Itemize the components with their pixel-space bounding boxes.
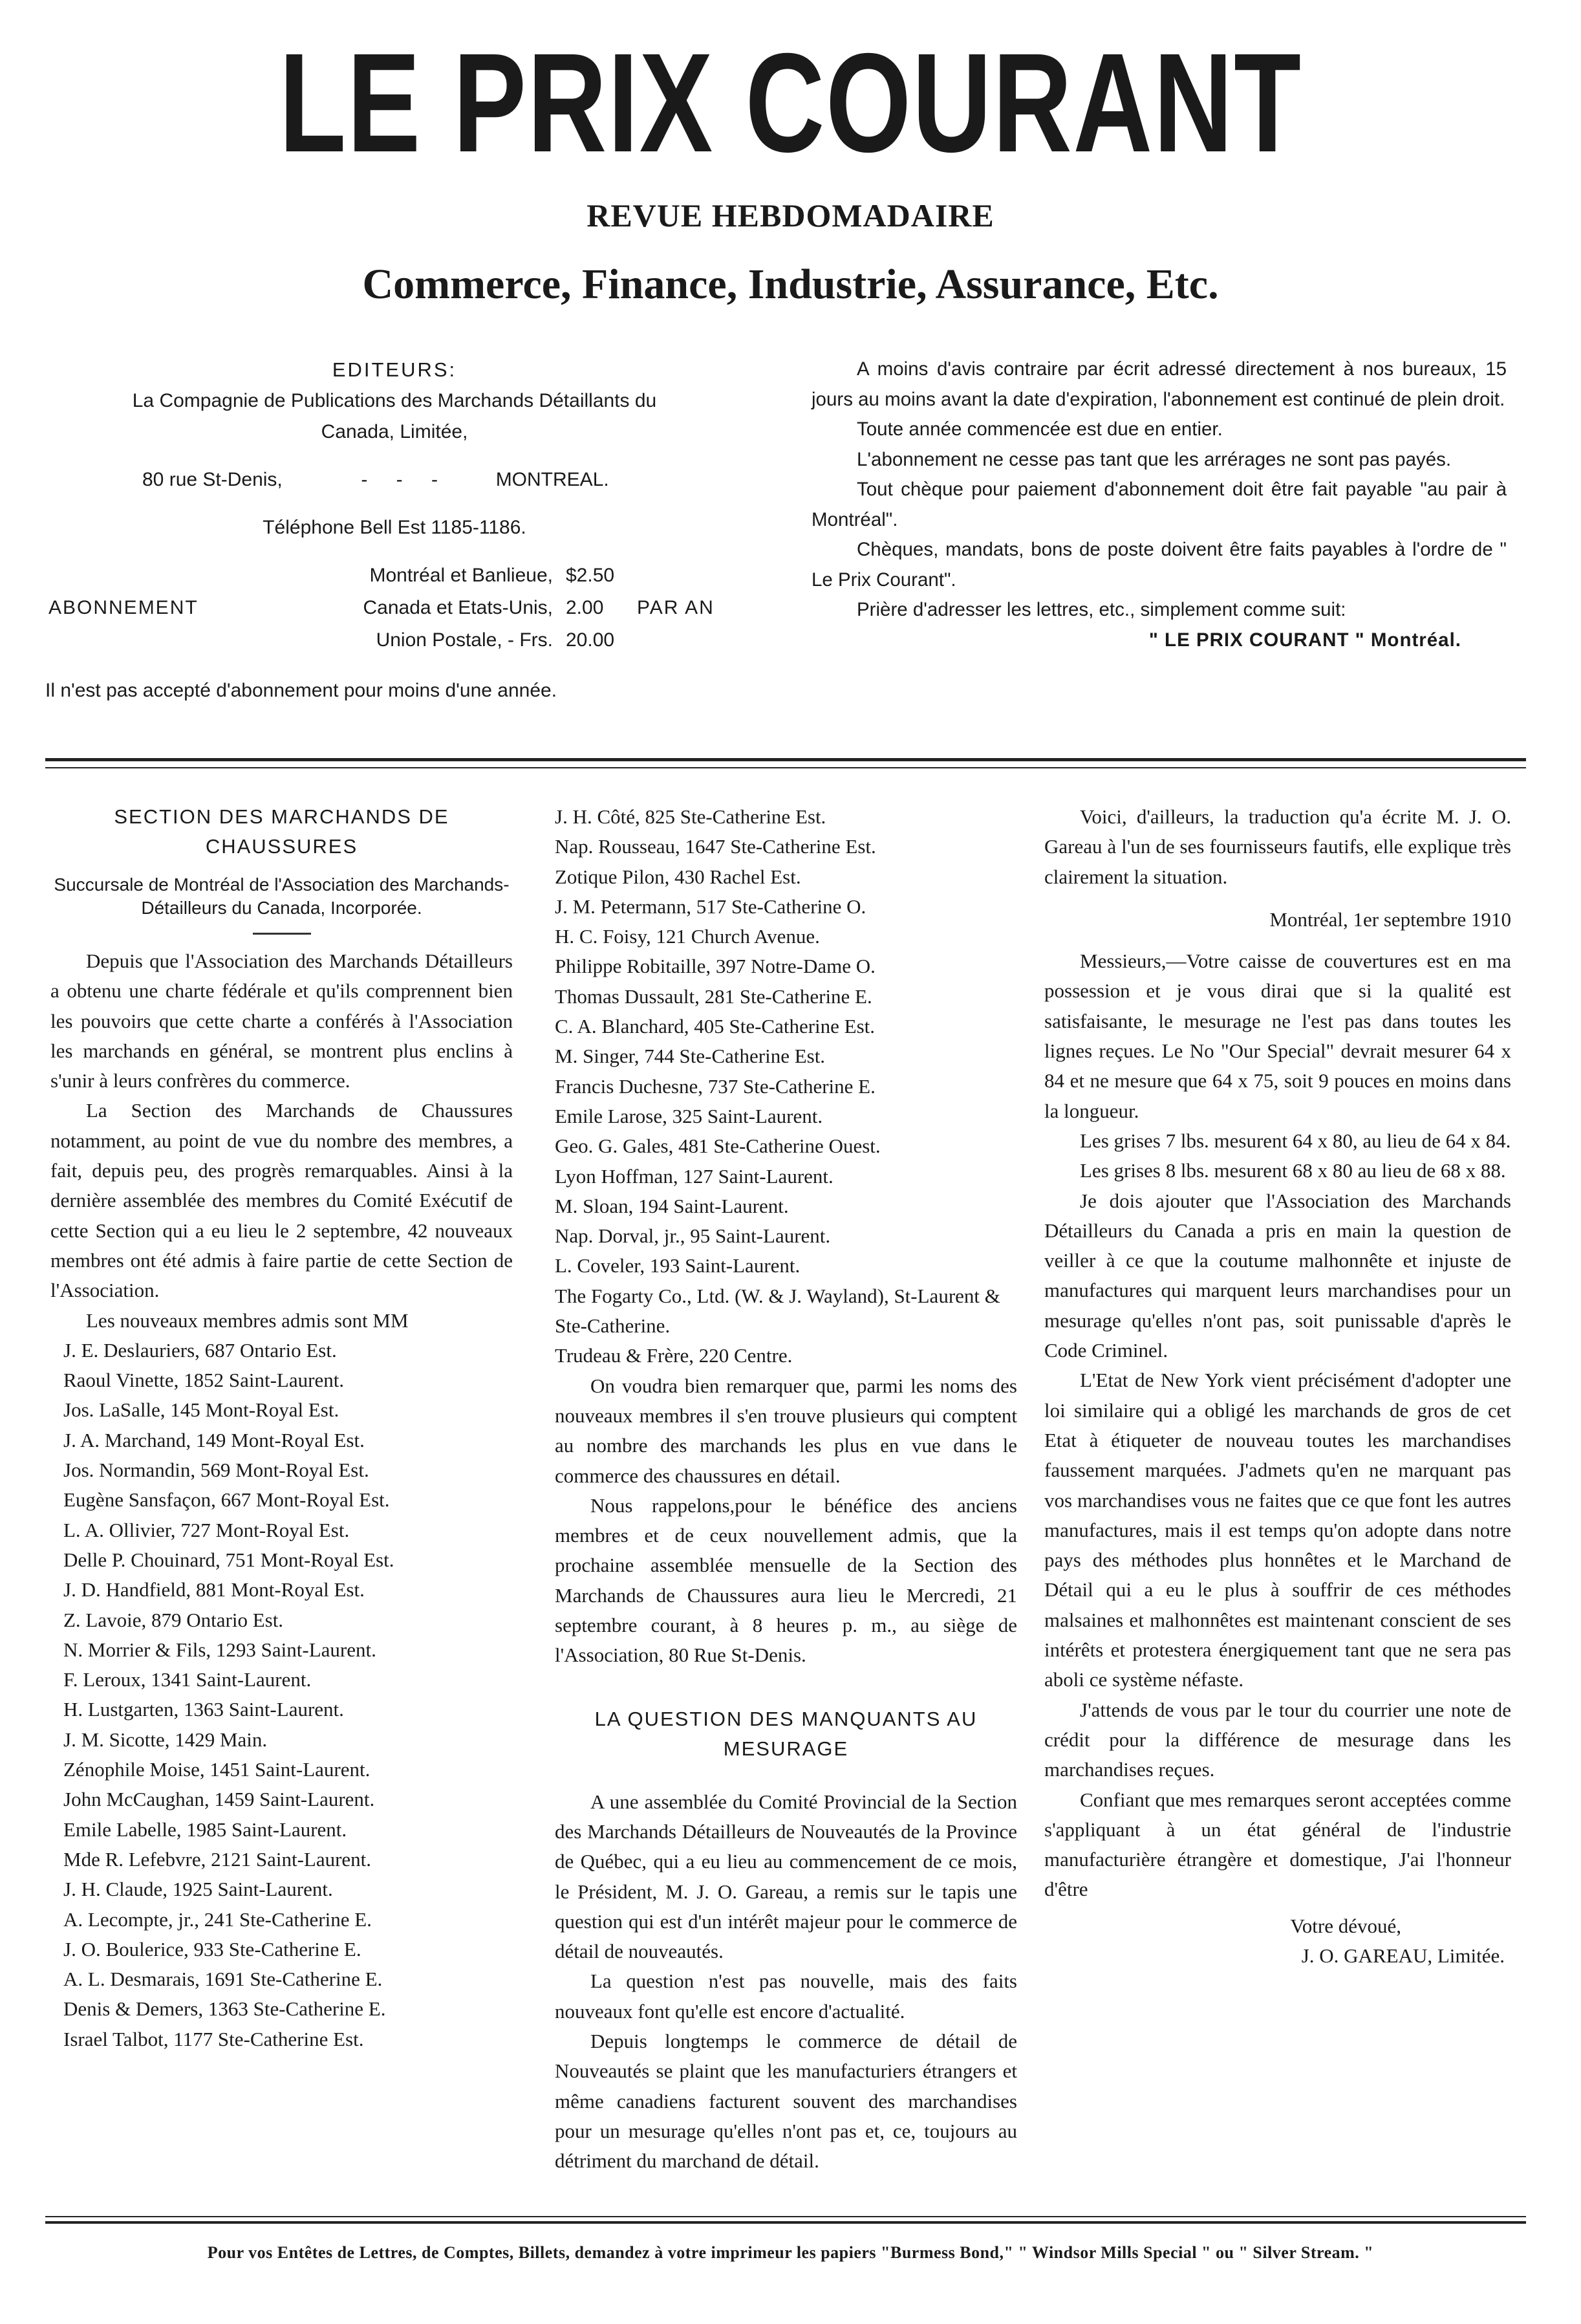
member-entry: The Fogarty Co., Ltd. (W. & J. Wayland), St-Laurent & Ste-Catherine. bbox=[555, 1284, 1000, 1338]
member-entry: Geo. G. Gales, 481 Ste-Catherine Ouest. bbox=[555, 1135, 881, 1158]
member-entry: A. L. Desmarais, 1691 Ste-Catherine E. bbox=[63, 1968, 383, 1991]
condition-paragraph: Tout chèque pour paiement d'abonnement doit être fait payable "au pair à Montréal". bbox=[812, 479, 1507, 530]
member-entry: Delle P. Chouinard, 751 Mont-Royal Est. bbox=[63, 1548, 394, 1571]
section2-paragraph: Voici, d'ailleurs, la traduction qu'a écrite M. J. O. Gareau à l'un de ses fournisseurs fautifs, elle explique très clairement la situation. bbox=[1044, 805, 1511, 888]
members-list-2 bbox=[555, 802, 1017, 1371]
section1-closing-paragraph: On voudra bien remarquer que, parmi les noms des nouveaux membres il s'en trouve plusieurs qui comptent au nombre des marchands les plus en vue dans le commerce des chaussures en détail. bbox=[555, 1374, 1017, 1487]
member-entry: Raoul Vinette, 1852 Saint-Laurent. bbox=[63, 1369, 345, 1392]
member-entry: John McCaughan, 1459 Saint-Laurent. bbox=[63, 1788, 375, 1811]
letter-paragraph: J'attends de vous par le tour du courrier une note de crédit pour la différence de mesurage dans les marchandises reçues. bbox=[1044, 1698, 1511, 1781]
member-entry: Z. Lavoie, 879 Ontario Est. bbox=[63, 1608, 284, 1631]
letter-date: Montréal, 1er septembre 1910 bbox=[1269, 907, 1511, 931]
members-list-1 bbox=[50, 1336, 513, 2054]
section2-paragraph: La question n'est pas nouvelle, mais des faits nouveaux font qu'elle est encore d'actualité. bbox=[555, 1970, 1017, 2023]
member-entry: Mde R. Lefebvre, 2121 Saint-Laurent. bbox=[63, 1847, 372, 1871]
member-entry: N. Morrier & Fils, 1293 Saint-Laurent. bbox=[63, 1638, 376, 1661]
letter-paragraph: L'Etat de New York vient précisément d'adopter une loi similaire qui a obligé les marchands de gros de cet Etat à étiqueter de nouveau toutes les marchandises faussement marquées. J'admets qu'en ne marquant pas vos marchandises vous ne faites que ce que font les autres manufactures, mais il est temps qu'on adopte dans notre pays des méthodes plus honnêtes et le Marchand de Détail qui a eu le plus à souffrir de ces méthodes malsaines et malhonnêtes est maintenant conscient de ses intérêts et protestera énergiquement tant que ne sera pas aboli ce système néfaste. bbox=[1044, 1369, 1511, 1691]
member-entry: Jos. LaSalle, 145 Mont-Royal Est. bbox=[63, 1398, 339, 1422]
subscription-row bbox=[275, 560, 630, 592]
member-entry: J. O. Boulerice, 933 Ste-Catherine E. bbox=[63, 1937, 361, 1960]
letter-body bbox=[1044, 946, 1511, 1905]
member-entry: L. A. Ollivier, 727 Mont-Royal Est. bbox=[63, 1518, 350, 1541]
article-column-1 bbox=[50, 802, 513, 2054]
member-entry: F. Leroux, 1341 Saint-Laurent. bbox=[63, 1668, 312, 1691]
subscription-label: ABONNEMENT bbox=[48, 597, 199, 618]
letter-paragraph: Confiant que mes remarques seront acceptées comme s'appliquant à un état général de l'industrie manufacturière étrangère et domestique, J'ai l'honneur d'être bbox=[1044, 1788, 1511, 1901]
section1-paragraph: Les nouveaux membres admis sont MM bbox=[86, 1309, 409, 1332]
address-city: MONTREAL. bbox=[495, 469, 609, 490]
member-entry: Denis & Demers, 1363 Ste-Catherine E. bbox=[63, 1997, 386, 2021]
member-entry: Philippe Robitaille, 397 Notre-Dame O. bbox=[555, 955, 876, 978]
publisher-address bbox=[45, 464, 744, 495]
section1-divider bbox=[253, 933, 311, 935]
section1-heading: SECTION DES MARCHANDS DE CHAUSSURES bbox=[114, 805, 449, 858]
header-divider-top bbox=[45, 758, 1526, 761]
subscription-price: 20.00 bbox=[566, 629, 615, 651]
member-entry: H. Lustgarten, 1363 Saint-Laurent. bbox=[63, 1698, 344, 1721]
subscription-price: $2.50 bbox=[566, 565, 615, 586]
newspaper-title: LE PRIX COURANT bbox=[279, 25, 1302, 182]
subscription-price: 2.00 bbox=[566, 597, 604, 618]
member-entry: Emile Labelle, 1985 Saint-Laurent. bbox=[63, 1818, 347, 1841]
member-entry: J. A. Marchand, 149 Mont-Royal Est. bbox=[63, 1428, 365, 1451]
publisher-heading: EDITEURS: bbox=[332, 358, 457, 381]
condition-paragraph: Toute année commencée est due en entier. bbox=[857, 418, 1223, 440]
condition-paragraph: L'abonnement ne cesse pas tant que les arrérages ne sont pas payés. bbox=[857, 448, 1452, 470]
section2-paragraph: A une assemblée du Comité Provincial de la Section des Marchands Détailleurs de Nouveautés de la Province de Québec, qui a eu lieu au commencement de ce mois, le Président, M. J. O. Gareau, a remis sur le tapis une question qui est d'un intérêt majeur pour le commerce de détail de nouveautés. bbox=[555, 1790, 1017, 1963]
section1-subheading: Succursale de Montréal de l'Association des Marchands-Détailleurs du Canada, Incorporée. bbox=[54, 874, 510, 918]
mailing-address: " LE PRIX COURANT " Montréal. bbox=[1148, 629, 1461, 651]
member-entry: Nap. Rousseau, 1647 Ste-Catherine Est. bbox=[555, 835, 876, 858]
header-divider-bottom bbox=[45, 767, 1526, 768]
newspaper-subtitle: REVUE HEBDOMADAIRE bbox=[586, 197, 995, 233]
member-entry: Eugène Sansfaçon, 667 Mont-Royal Est. bbox=[63, 1488, 390, 1512]
address-dashes: - - - bbox=[361, 469, 449, 490]
member-entry: Trudeau & Frère, 220 Centre. bbox=[555, 1344, 793, 1367]
member-entry: Nap. Dorval, jr., 95 Saint-Laurent. bbox=[555, 1224, 831, 1248]
letter-salutation: Votre dévoué, bbox=[1290, 1914, 1401, 1937]
subscription-region: Union Postale, - Frs. bbox=[376, 629, 553, 651]
subscription-conditions bbox=[812, 354, 1507, 655]
subscription-row bbox=[275, 592, 630, 625]
section2-heading: LA QUESTION DES MANQUANTS AU MESURAGE bbox=[594, 1707, 978, 1760]
letter-signature: J. O. GAREAU, Limitée. bbox=[1301, 1944, 1505, 1967]
member-entry: A. Lecompte, jr., 241 Ste-Catherine E. bbox=[63, 1907, 372, 1931]
member-entry: C. A. Blanchard, 405 Ste-Catherine Est. bbox=[555, 1015, 876, 1038]
subscription-per-year: PAR AN bbox=[637, 597, 715, 618]
section1-paragraph: Depuis que l'Association des Marchands Détailleurs a obtenu une charte fédérale et qu'ils comprennent bien les pouvoirs que cette charte a conférés à l'Association les marchands en général, se montrent plus enclins à s'unir à leurs confrères du commerce. bbox=[50, 950, 513, 1092]
member-entry: Emile Larose, 325 Saint-Laurent. bbox=[555, 1104, 823, 1127]
member-entry: Thomas Dussault, 281 Ste-Catherine E. bbox=[555, 984, 872, 1008]
subscription-minimum-note: Il n'est pas accepté d'abonnement pour moins d'une année. bbox=[45, 680, 557, 701]
publisher-company-line1: La Compagnie de Publications des Marchands Détaillants du bbox=[132, 390, 657, 411]
member-entry: Lyon Hoffman, 127 Saint-Laurent. bbox=[555, 1164, 834, 1188]
publisher-telephone: Téléphone Bell Est 1185-1186. bbox=[263, 517, 526, 538]
member-entry: J. H. Côté, 825 Ste-Catherine Est. bbox=[555, 805, 826, 828]
footer-divider-top bbox=[45, 2216, 1526, 2217]
section1-closing-paragraph: Nous rappelons,pour le bénéfice des anciens membres et de ceux nouvellement admis, que la prochaine assemblée mensuelle de la Section des Marchands de Chaussures aura lieu le Mercredi, 21 septembre courant, à 8 heures p. m., au siège de l'Association, 80 Rue St-Denis. bbox=[555, 1493, 1017, 1667]
subscription-row bbox=[275, 625, 630, 657]
footer-divider-bottom bbox=[45, 2221, 1526, 2224]
member-entry: Zénophile Moise, 1451 Saint-Laurent. bbox=[63, 1758, 371, 1781]
condition-paragraph: Chèques, mandats, bons de poste doivent être faits payables à l'ordre de " Le Prix Courant". bbox=[812, 539, 1507, 591]
member-entry: Jos. Normandin, 569 Mont-Royal Est. bbox=[63, 1459, 369, 1482]
article-column-2 bbox=[555, 802, 1017, 2176]
condition-paragraph: Prière d'adresser les lettres, etc., simplement comme suit: bbox=[857, 599, 1346, 620]
member-entry: J. H. Claude, 1925 Saint-Laurent. bbox=[63, 1878, 333, 1901]
letter-paragraph: Les grises 8 lbs. mesurent 68 x 80 au lieu de 68 x 88. bbox=[1080, 1159, 1506, 1182]
subscription-region: Canada et Etats-Unis, bbox=[363, 597, 553, 618]
letter-paragraph: Messieurs,—Votre caisse de couvertures est en ma possession et je vous dirai que si la qualité est satisfaisante, le mesurage ne l'est pas dans toutes les lignes reçues. Le No "Our Special" devrait mesurer 64 x 84 et ne mesure que 64 x 75, soit 9 pouces en moins dans la longueur. bbox=[1044, 950, 1511, 1122]
subscription-table bbox=[45, 560, 744, 657]
footer-advertisement: Pour vos Entêtes de Lettres, de Comptes, Billets, demandez à votre imprimeur les papiers "Burmess Bond," " Windsor Mills Special " ou " Silver Stream. " bbox=[207, 2243, 1374, 2262]
member-entry: Israel Talbot, 1177 Ste-Catherine Est. bbox=[63, 2027, 364, 2050]
member-entry: M. Sloan, 194 Saint-Laurent. bbox=[555, 1194, 789, 1217]
member-entry: M. Singer, 744 Ste-Catherine Est. bbox=[555, 1045, 826, 1068]
member-entry: J. M. Sicotte, 1429 Main. bbox=[63, 1728, 268, 1751]
letter-paragraph: Les grises 7 lbs. mesurent 64 x 80, au lieu de 64 x 84. bbox=[1080, 1129, 1511, 1152]
address-street: 80 rue St-Denis, bbox=[142, 469, 283, 490]
publisher-company-line2: Canada, Limitée, bbox=[321, 421, 468, 442]
member-entry: J. E. Deslauriers, 687 Ontario Est. bbox=[63, 1338, 337, 1362]
member-entry: Francis Duchesne, 737 Ste-Catherine E. bbox=[555, 1074, 876, 1098]
masthead bbox=[0, 25, 1581, 309]
section1-paragraph: La Section des Marchands de Chaussures notamment, au point de vue du nombre des membres, a fait, depuis peu, des progrès remarquables. Ainsi à la dernière assemblée des membres du Comité Exécutif de cette Section qui a eu lieu le 2 septembre, 42 nouveaux membres ont été admis à faire partie de cette Section de l'Association. bbox=[50, 1099, 513, 1302]
member-entry: J. M. Petermann, 517 Ste-Catherine O. bbox=[555, 895, 866, 918]
condition-paragraph: A moins d'avis contraire par écrit adressé directement à nos bureaux, 15 jours au moins avant la date d'expiration, l'abonnement est continué de plein droit. bbox=[812, 358, 1507, 410]
article-column-3 bbox=[1044, 802, 1511, 1971]
subscription-region: Montréal et Banlieue, bbox=[369, 565, 553, 586]
newspaper-tagline: Commerce, Finance, Industrie, Assurance, Etc. bbox=[362, 261, 1219, 308]
member-entry: J. D. Handfield, 881 Mont-Royal Est. bbox=[63, 1578, 365, 1602]
member-entry: L. Coveler, 193 Saint-Laurent. bbox=[555, 1254, 801, 1277]
letter-paragraph: Je dois ajouter que l'Association des Marchands Détailleurs du Canada a pris en main la question de veiller à ce que la coutume malhonnête et injuste de manufactures qui marquent leurs marchandises pour un mesurage qu'elles n'ont pas, soit punissable d'après le Code Criminel. bbox=[1044, 1189, 1511, 1362]
section2-paragraph: Depuis longtemps le commerce de détail de Nouveautés se plaint que les manufacturiers étrangers et même canadiens facturent souvent des marchandises pour un mesurage qu'elles n'ont pas et, ce, toujours au détriment du marchand de détail. bbox=[555, 2029, 1017, 2173]
publisher-info bbox=[45, 354, 744, 706]
member-entry: H. C. Foisy, 121 Church Avenue. bbox=[555, 925, 820, 948]
member-entry: Zotique Pilon, 430 Rachel Est. bbox=[555, 865, 801, 888]
subscription-rows bbox=[275, 560, 630, 657]
